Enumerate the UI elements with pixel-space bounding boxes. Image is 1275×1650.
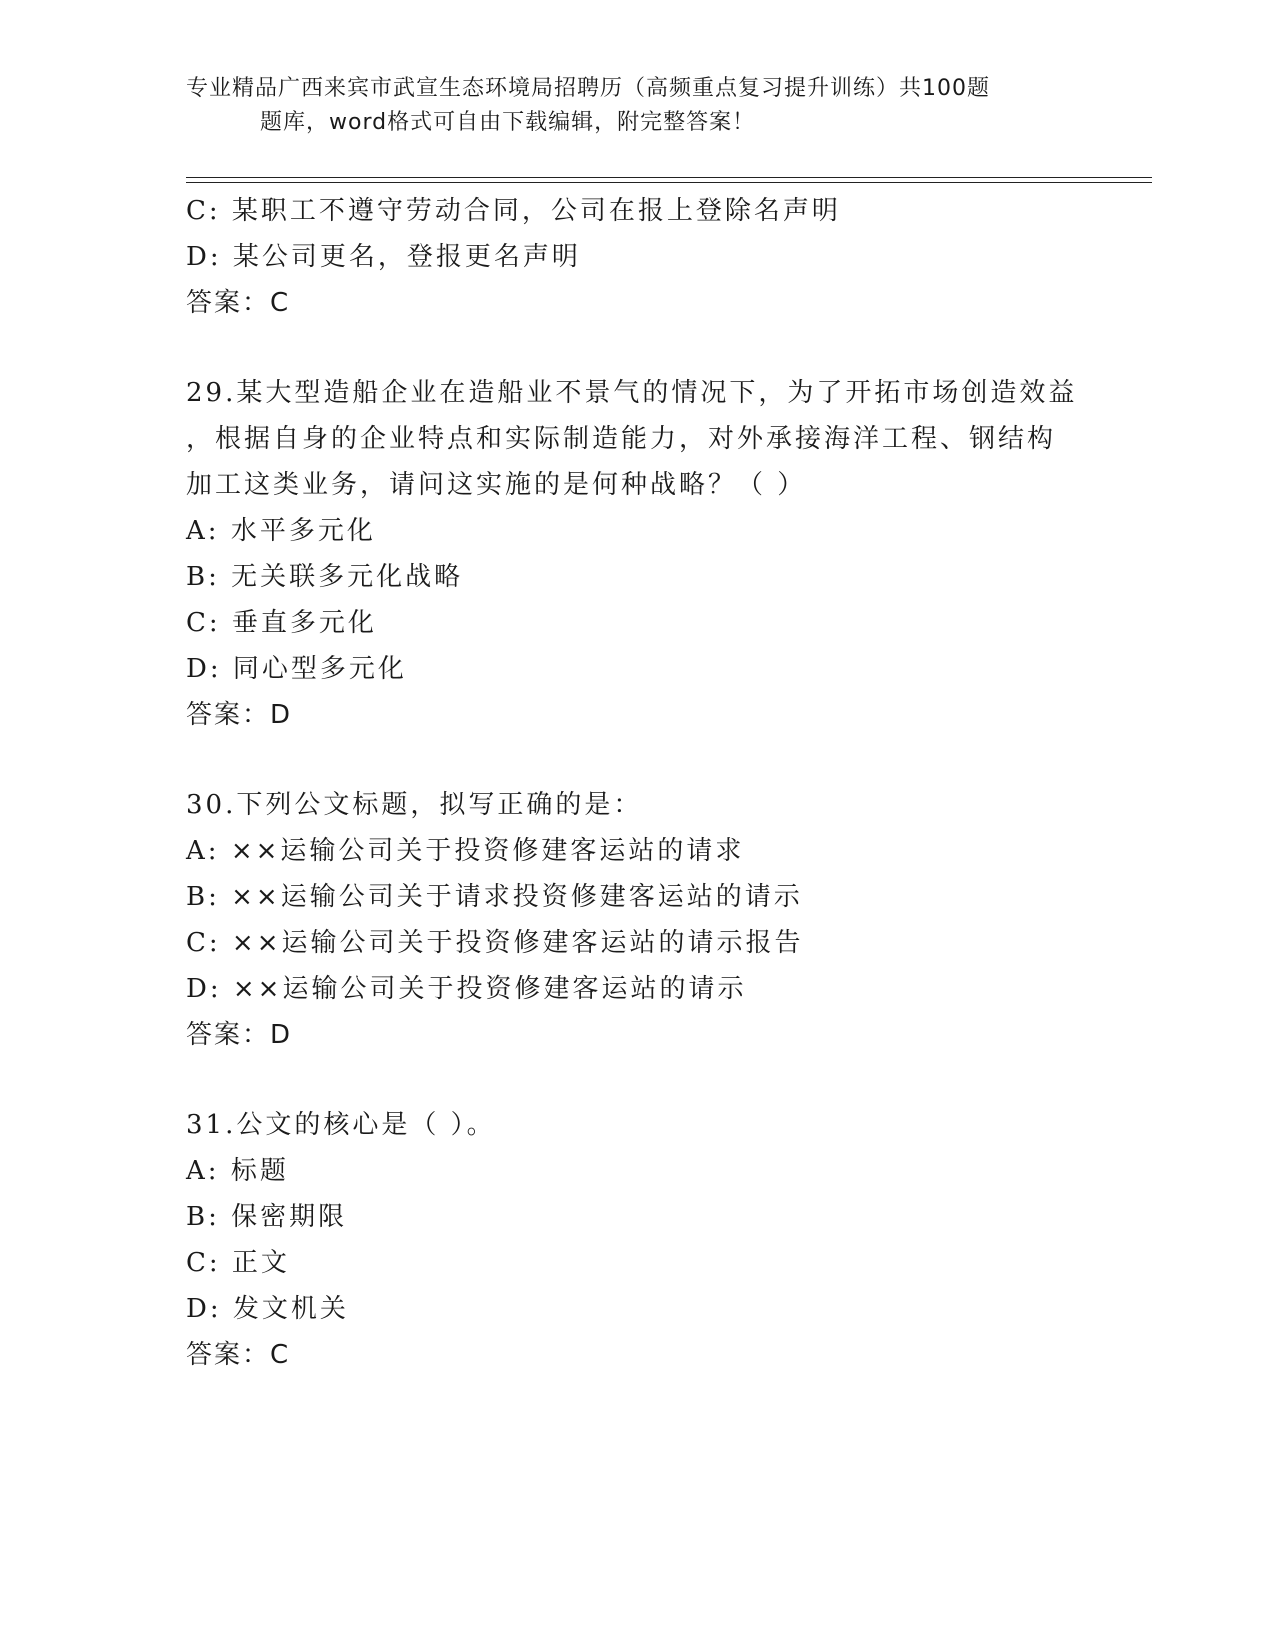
option-key: D: (186, 242, 222, 272)
option-b (186, 554, 1086, 600)
option-text: 发文机关 (232, 1294, 349, 1324)
option-text: ××运输公司关于投资修建客运站的请求 (230, 836, 745, 866)
option-text: 同心型多元化 (232, 654, 407, 684)
option-key: C: (186, 608, 221, 638)
question-stem-line: 加工这类业务，请问这实施的是何种战略？（ ） (186, 470, 807, 500)
option-key: C: (186, 928, 221, 958)
question-number: 30. (186, 790, 237, 820)
option-text: ××运输公司关于请求投资修建客运站的请示 (231, 882, 803, 912)
option-a (186, 828, 1086, 874)
option-a (186, 508, 1086, 554)
option-key: B: (186, 882, 220, 912)
option-key: C: (186, 1248, 221, 1278)
question-block-31 (186, 1102, 1086, 1378)
option-text: 正文 (231, 1248, 290, 1278)
option-text: 保密期限 (231, 1202, 348, 1232)
option-text: ××运输公司关于投资修建客运站的请示报告 (231, 928, 804, 958)
option-d (186, 1286, 1086, 1332)
option-key: B: (186, 562, 220, 592)
option-key: D: (186, 1294, 222, 1324)
option-key: D: (186, 974, 222, 1004)
option-b (186, 874, 1086, 920)
spacer (186, 1058, 1086, 1102)
option-a (186, 1148, 1086, 1194)
option-c (186, 920, 1086, 966)
option-d (186, 646, 1086, 692)
option-d (186, 234, 1086, 280)
question-stem-text: 某大型造船企业在造船业不景气的情况下，为了开拓市场创造效益 (236, 378, 1078, 408)
spacer (186, 738, 1086, 782)
option-c (186, 1240, 1086, 1286)
option-key: C: (186, 196, 221, 226)
option-key: A: (186, 1156, 220, 1186)
option-b (186, 1194, 1086, 1240)
question-block-29 (186, 370, 1086, 738)
question-block-30 (186, 782, 1086, 1058)
option-c (186, 188, 1086, 234)
answer-line: 答案：D (186, 1020, 293, 1050)
question-stem-line (186, 1102, 1086, 1148)
question-stem-line (186, 370, 1086, 416)
spacer (186, 326, 1086, 370)
option-c (186, 600, 1086, 646)
question-number: 31. (186, 1110, 237, 1140)
question-stem-line: ，根据自身的企业特点和实际制造能力，对外承接海洋工程、钢结构 (186, 424, 1057, 454)
option-text: 水平多元化 (230, 516, 376, 546)
option-key: A: (186, 516, 220, 546)
option-text: 垂直多元化 (231, 608, 377, 638)
question-stem-text: 下列公文标题，拟写正确的是： (236, 790, 643, 820)
question-number: 29. (186, 378, 237, 408)
option-text: 某职工不遵守劳动合同，公司在报上登除名声明 (231, 196, 841, 226)
question-block-continued (186, 188, 1086, 326)
header-title-line-1: 专业精品广西来宾市武宣生态环境局招聘历（高频重点复习提升训练）共100题 (186, 76, 990, 101)
question-stem-line (186, 782, 1086, 828)
option-key: A: (186, 836, 220, 866)
option-d (186, 966, 1086, 1012)
question-stem-text: 公文的核心是（ ）。 (236, 1110, 496, 1140)
header-title-line-2: 题库，word格式可自由下载编辑，附完整答案！ (260, 110, 756, 135)
option-text: 标题 (230, 1156, 289, 1186)
answer-line: 答案：D (186, 700, 293, 730)
header-divider-bottom (186, 182, 1152, 183)
option-text: ××运输公司关于投资修建客运站的请示 (232, 974, 747, 1004)
option-key: B: (186, 1202, 220, 1232)
answer-line: 答案：C (186, 1340, 291, 1370)
answer-line: 答案：C (186, 288, 291, 318)
document-header (186, 72, 1066, 140)
option-text: 无关联多元化战略 (231, 562, 464, 592)
document-body (186, 188, 1086, 1378)
header-divider-top (186, 177, 1152, 178)
option-key: D: (186, 654, 222, 684)
option-text: 某公司更名，登报更名声明 (232, 242, 581, 272)
